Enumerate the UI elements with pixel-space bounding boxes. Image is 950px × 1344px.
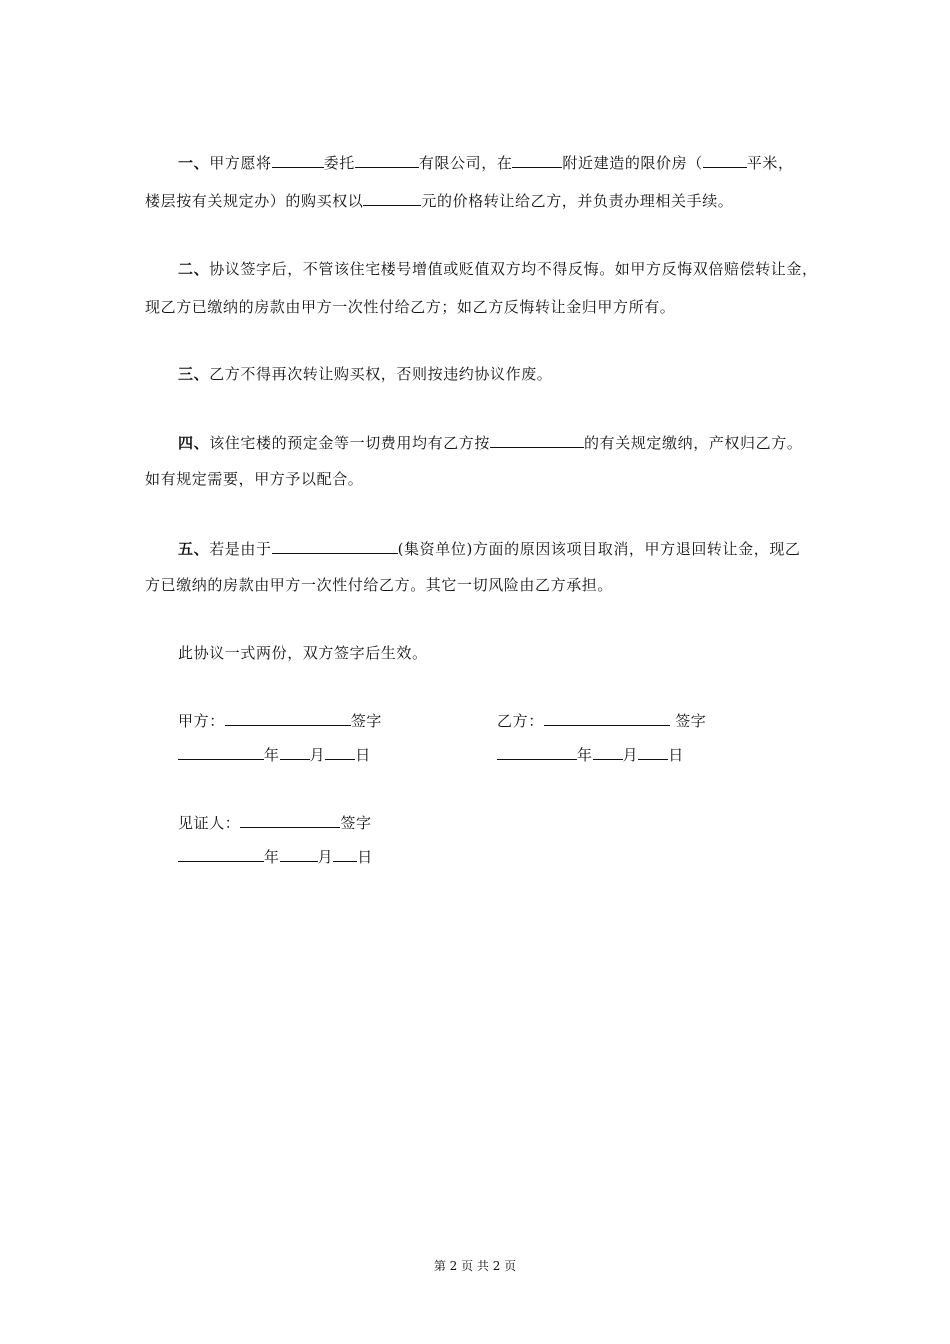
day-field[interactable]	[638, 744, 668, 760]
clause-1-line-2: 楼层按有关规定办）的购买权以 元的价格转让给乙方，并负责办理相关手续。	[145, 192, 734, 210]
blank-field[interactable]	[363, 190, 421, 206]
day-field[interactable]	[325, 744, 355, 760]
year-field[interactable]	[178, 846, 264, 862]
blank-field[interactable]	[272, 538, 398, 554]
clause-5-line-1: 五、若是由于 (集资单位)方面的原因该项目取消，甲方退回转让金，现乙	[178, 540, 801, 558]
party-b-date: 年 月 日	[497, 744, 684, 765]
clause-1-line-1: 一、甲方愿将 委托 有限公司，在 附近建造的限价房（ 平米，	[178, 154, 794, 172]
year-field[interactable]	[178, 744, 264, 760]
party-a-signature: 甲方： 签字	[178, 712, 383, 730]
party-b-signature: 乙方： 签字	[497, 712, 707, 730]
witness-name-field[interactable]	[240, 812, 340, 828]
party-a-name-field[interactable]	[225, 710, 351, 726]
clause-5-line-2: 方已缴纳的房款由甲方一次性付给乙方。其它一切风险由乙方承担。	[145, 576, 614, 594]
party-a-date: 年 月 日	[178, 744, 371, 765]
clause-number: 二、	[178, 260, 210, 278]
party-b-name-field[interactable]	[544, 710, 670, 726]
blank-field[interactable]	[490, 432, 584, 448]
clause-4-line-2: 如有规定需要，甲方予以配合。	[145, 470, 364, 488]
year-field[interactable]	[497, 744, 577, 760]
month-field[interactable]	[280, 846, 318, 862]
blank-field[interactable]	[512, 152, 562, 168]
closing-statement: 此协议一式两份，双方签字后生效。	[178, 644, 428, 662]
page-footer: 第 2 页 共 2 页	[433, 1259, 517, 1273]
month-field[interactable]	[593, 744, 623, 760]
clause-3-line-1: 三、乙方不得再次转让购买权，否则按违约协议作废。	[178, 365, 553, 383]
witness-date: 年 月 日	[178, 846, 373, 867]
clause-2-line-2: 现乙方已缴纳的房款由甲方一次性付给乙方；如乙方反悔转让金归甲方所有。	[145, 298, 676, 316]
clause-number: 四、	[178, 434, 210, 452]
blank-field[interactable]	[703, 152, 747, 168]
witness-signature: 见证人： 签字	[178, 814, 372, 832]
clause-number: 五、	[178, 540, 210, 558]
clause-number: 三、	[178, 365, 210, 383]
clause-2-line-1: 二、协议签字后，不管该住宅楼号增值或贬值双方均不得反悔。如甲方反悔双倍赔偿转让金，	[178, 260, 818, 278]
blank-field[interactable]	[355, 152, 419, 168]
clause-number: 一、	[178, 154, 210, 172]
clause-4-line-1: 四、该住宅楼的预定金等一切费用均有乙方按 的有关规定缴纳，产权归乙方。	[178, 434, 803, 452]
day-field[interactable]	[333, 846, 357, 862]
month-field[interactable]	[280, 744, 310, 760]
blank-field[interactable]	[272, 152, 324, 168]
